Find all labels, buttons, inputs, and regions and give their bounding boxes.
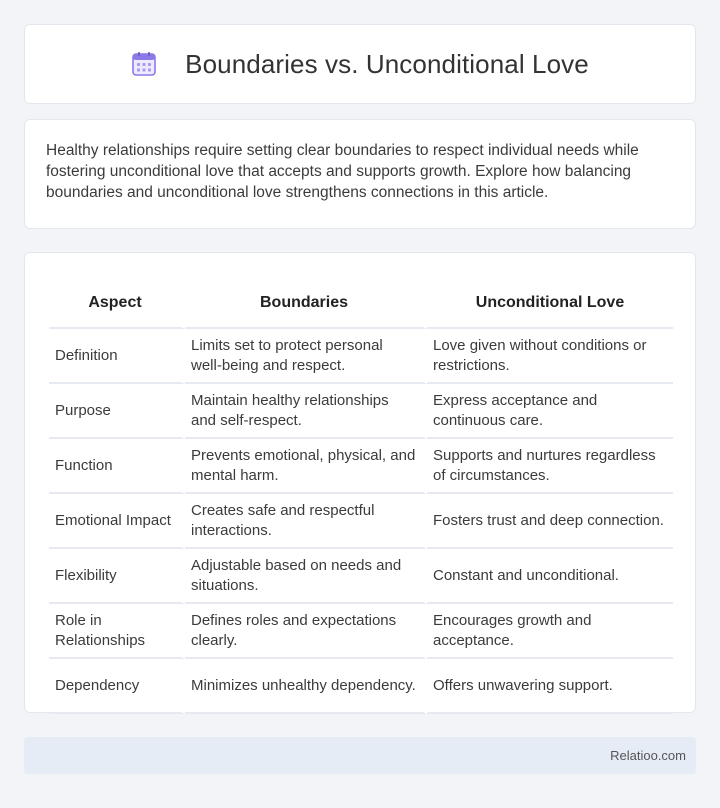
table-row [49, 439, 673, 494]
unconditional-love-cell: Supports and nurtures regardless of circumstances. [427, 439, 673, 494]
boundaries-cell: Defines roles and expectations clearly. [185, 604, 427, 659]
table-row [49, 329, 673, 384]
intro-text: Healthy relationships require setting clear boundaries to respect individual needs while fostering unconditional love that accepts and supports growth. Explore how balancing boundaries and unconditional love strengthens connections in this article. [46, 142, 639, 201]
boundaries-cell: Maintain healthy relationships and self-respect. [185, 384, 427, 439]
comparison-table-card [24, 252, 696, 713]
boundaries-cell: Minimizes unhealthy dependency. [185, 659, 427, 714]
unconditional-love-cell: Encourages growth and acceptance. [427, 604, 673, 659]
unconditional-love-cell: Love given without conditions or restrictions. [427, 329, 673, 384]
boundaries-cell: Limits set to protect personal well-being and respect. [185, 329, 427, 384]
table-row [49, 659, 673, 714]
page-title: Boundaries vs. Unconditional Love [185, 48, 589, 79]
header-aspect: Aspect [49, 277, 185, 329]
unconditional-love-cell: Fosters trust and deep connection. [427, 494, 673, 549]
aspect-cell: Role in Relationships [49, 604, 185, 659]
aspect-cell: Definition [49, 329, 185, 384]
calendar-icon [131, 51, 157, 77]
boundaries-cell: Adjustable based on needs and situations. [185, 549, 427, 604]
unconditional-love-cell: Express acceptance and continuous care. [427, 384, 673, 439]
header-boundaries: Boundaries [185, 277, 427, 329]
footer-brand: Relatioo.com [610, 748, 686, 763]
table-header-row [49, 277, 673, 329]
comparison-table [49, 277, 673, 714]
footer [24, 737, 696, 774]
title-card [24, 24, 696, 104]
header-unconditional-love: Unconditional Love [427, 277, 673, 329]
boundaries-cell: Prevents emotional, physical, and mental harm. [185, 439, 427, 494]
intro-card [24, 119, 696, 229]
aspect-cell: Emotional Impact [49, 494, 185, 549]
boundaries-cell: Creates safe and respectful interactions. [185, 494, 427, 549]
unconditional-love-cell: Offers unwavering support. [427, 659, 673, 714]
unconditional-love-cell: Constant and unconditional. [427, 549, 673, 604]
aspect-cell: Function [49, 439, 185, 494]
table-row [49, 384, 673, 439]
table-row [49, 604, 673, 659]
table-row [49, 494, 673, 549]
aspect-cell: Flexibility [49, 549, 185, 604]
aspect-cell: Purpose [49, 384, 185, 439]
table-row [49, 549, 673, 604]
aspect-cell: Dependency [49, 659, 185, 714]
